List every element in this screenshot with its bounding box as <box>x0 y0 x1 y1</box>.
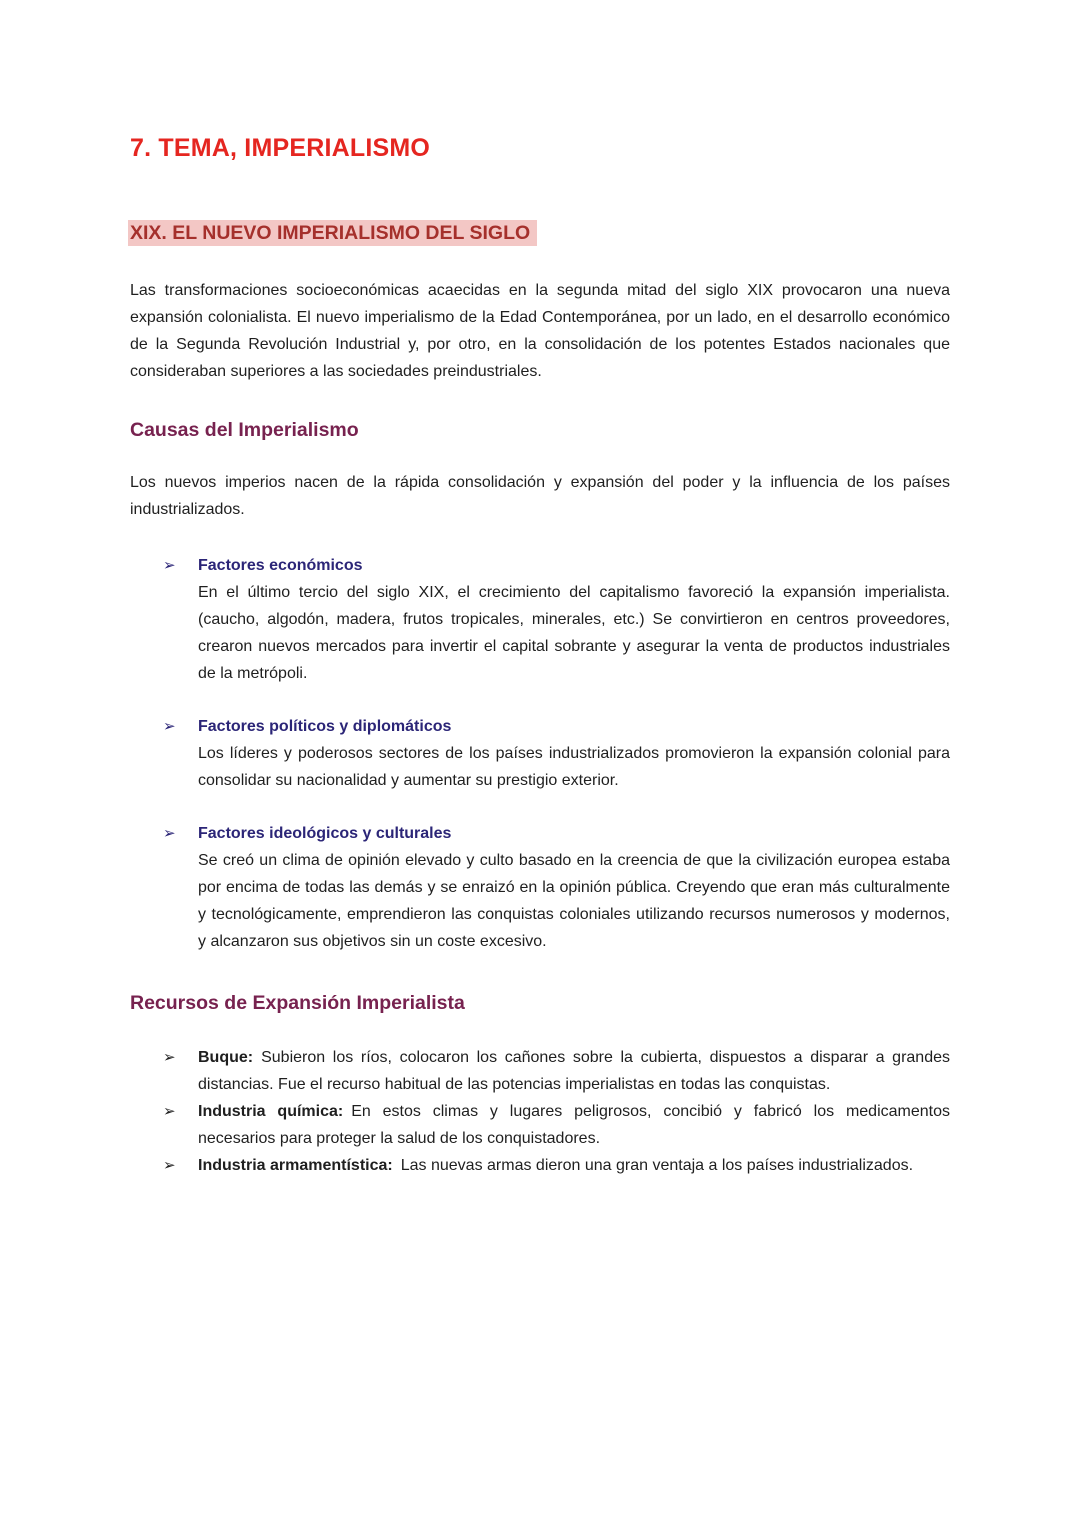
intro-paragraph: Las transformaciones socioeconómicas acaecidas en la segunda mitad del siglo XIX provocaron una nueva expansión colonialista. El nuevo imperialismo de la Edad Contemporánea, por un lado, en el desarrollo económico de la Segunda Revolución Industrial y, por otro, en la consolidación de los potentes Estados nacionales que consideraban superiores a las sociedades preindustriales. <box>130 282 950 380</box>
causas-list <box>130 552 950 955</box>
arrow-bullet-icon: ➢ <box>163 557 176 574</box>
list-item-industria-quimica <box>163 1098 950 1152</box>
list-item-factores-ideologicos <box>163 820 950 955</box>
list-item-factores-politicos <box>163 713 950 794</box>
resource-label: Industria química: <box>198 1103 344 1120</box>
highlighted-heading-row <box>130 220 950 248</box>
recursos-heading: Recursos de Expansión Imperialista <box>130 992 465 1014</box>
resource-label: Industria armamentística: <box>198 1157 393 1174</box>
resource-text: En estos climas y lugares peligrosos, concibió y fabricó los medicamentos necesarios para proteger la salud de los conquistadores. <box>198 1103 951 1147</box>
resource-label: Buque: <box>198 1049 254 1066</box>
causas-intro: Los nuevos imperios nacen de la rápida consolidación y expansión del poder y la influencia de los países industrializados. <box>130 474 950 518</box>
arrow-bullet-icon: ➢ <box>163 1049 176 1066</box>
highlighted-heading: XIX. EL NUEVO IMPERIALISMO DEL SIGLO <box>128 220 537 246</box>
list-item-buque <box>163 1044 950 1098</box>
factor-title: Factores políticos y diplomáticos <box>198 718 452 735</box>
arrow-bullet-icon: ➢ <box>163 1103 176 1120</box>
arrow-bullet-icon: ➢ <box>163 1157 176 1174</box>
factor-title: Factores económicos <box>198 557 363 574</box>
factor-text: Los líderes y poderosos sectores de los países industrializados promovieron la expansión colonial para consolidar su nacionalidad y aumentar su prestigio exterior. <box>198 745 950 789</box>
causas-heading: Causas del Imperialismo <box>130 419 359 441</box>
page-title: 7. TEMA, IMPERIALISMO <box>130 134 431 162</box>
factor-title: Factores ideológicos y culturales <box>198 825 452 842</box>
list-item-industria-armamentistica <box>163 1152 950 1179</box>
recursos-list <box>130 1044 950 1179</box>
resource-text: Subieron los ríos, colocaron los cañones sobre la cubierta, dispuestos a disparar a grandes distancias. Fue el recurso habitual de las potencias imperialistas en todas las conquistas. <box>198 1049 950 1093</box>
list-item-factores-economicos <box>163 552 950 687</box>
resource-text: Las nuevas armas dieron una gran ventaja a los países industrializados. <box>400 1157 914 1174</box>
arrow-bullet-icon: ➢ <box>163 825 176 842</box>
factor-text: En el último tercio del siglo XIX, el crecimiento del capitalismo favoreció la expansión imperialista. (caucho, algodón, madera, frutos tropicales, minerales, etc.) Se convirtieron en centros proveedores, crearon nuevos mercados para invertir el capital sobrante y asegurar la venta de productos industriales de la metrópoli. <box>198 584 950 682</box>
factor-text: Se creó un clima de opinión elevado y culto basado en la creencia de que la civilización europea estaba por encima de todas las demás y se enraizó en la opinión pública. Creyendo que eran más culturalmente y tecnológicamente, emprendieron las conquistas coloniales utilizando recursos numerosos y modernos, y alcanzaron sus objetivos sin un coste excesivo. <box>198 852 950 950</box>
arrow-bullet-icon: ➢ <box>163 718 176 735</box>
